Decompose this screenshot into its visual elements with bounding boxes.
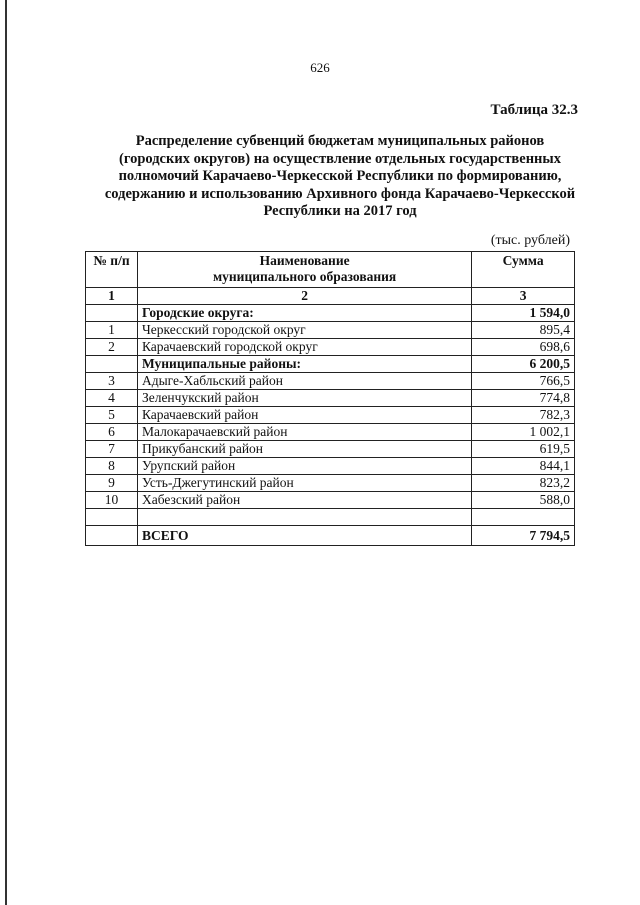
row-num <box>86 305 138 322</box>
row-sum: 895,4 <box>472 322 575 339</box>
row-sum: 698,6 <box>472 339 575 356</box>
table-label: Таблица 32.3 <box>490 102 578 118</box>
row-name: Хабезский район <box>137 492 471 509</box>
row-sum: 1 002,1 <box>472 424 575 441</box>
blank-cell <box>137 509 471 526</box>
row-name: Городские округа: <box>137 305 471 322</box>
table-row <box>86 390 575 407</box>
row-name: Карачаевский район <box>137 407 471 424</box>
row-num <box>86 356 138 373</box>
row-sum: 6 200,5 <box>472 356 575 373</box>
total-row <box>86 526 575 546</box>
row-name: Карачаевский городской округ <box>137 339 471 356</box>
row-sum: 766,5 <box>472 373 575 390</box>
row-num: 1 <box>86 322 138 339</box>
row-sum: 588,0 <box>472 492 575 509</box>
title-line: (городских округов) на осуществление отдельных государственных <box>119 150 561 167</box>
blank-cell <box>472 509 575 526</box>
row-num: 5 <box>86 407 138 424</box>
row-num: 6 <box>86 424 138 441</box>
column-index: 2 <box>137 288 471 305</box>
header-sum: Сумма <box>472 252 575 288</box>
table-row <box>86 458 575 475</box>
row-name: Малокарачаевский район <box>137 424 471 441</box>
row-num: 8 <box>86 458 138 475</box>
blank-cell <box>86 509 138 526</box>
subvention-table <box>85 251 575 546</box>
table-row <box>86 407 575 424</box>
column-index-row <box>86 288 575 305</box>
document-title <box>100 133 580 221</box>
scan-edge-line <box>5 0 7 905</box>
row-name: Адыге-Хабльский район <box>137 373 471 390</box>
header-row <box>86 252 575 288</box>
table-row <box>86 339 575 356</box>
page-number: 626 <box>310 60 330 75</box>
total-num-cell <box>86 526 138 546</box>
group-row <box>86 305 575 322</box>
header-name-line1: Наименование <box>259 253 350 268</box>
row-sum: 1 594,0 <box>472 305 575 322</box>
units-label: (тыс. рублей) <box>490 233 570 248</box>
table-row <box>86 492 575 509</box>
row-name: Муниципальные районы: <box>137 356 471 373</box>
row-num: 2 <box>86 339 138 356</box>
column-index: 1 <box>86 288 138 305</box>
table-row <box>86 322 575 339</box>
row-sum: 774,8 <box>472 390 575 407</box>
table-row <box>86 475 575 492</box>
row-name: Усть-Джегутинский район <box>137 475 471 492</box>
header-name <box>137 252 471 288</box>
total-label: ВСЕГО <box>137 526 471 546</box>
row-name: Урупский район <box>137 458 471 475</box>
header-name-line2: муниципального образования <box>212 269 397 284</box>
row-name: Черкесский городской округ <box>137 322 471 339</box>
row-num: 3 <box>86 373 138 390</box>
row-name: Зеленчукский район <box>137 390 471 407</box>
title-line: содержанию и использованию Архивного фонда Карачаево-Черкесской <box>104 185 576 202</box>
title-line: Распределение субвенций бюджетам муниципальных районов <box>135 133 545 149</box>
row-sum: 823,2 <box>472 475 575 492</box>
row-num: 4 <box>86 390 138 407</box>
table-row <box>86 441 575 458</box>
table-row <box>86 424 575 441</box>
title-line: полномочий Карачаево-Черкесской Республики по формированию, <box>118 168 562 184</box>
row-sum: 782,3 <box>472 407 575 424</box>
row-num: 10 <box>86 492 138 509</box>
total-sum: 7 794,5 <box>472 526 575 546</box>
title-line: Республики на 2017 год <box>263 203 417 219</box>
row-num: 7 <box>86 441 138 458</box>
column-index: 3 <box>472 288 575 305</box>
blank-row <box>86 509 575 526</box>
row-sum: 619,5 <box>472 441 575 458</box>
group-row <box>86 356 575 373</box>
header-num: № п/п <box>86 252 138 288</box>
row-sum: 844,1 <box>472 458 575 475</box>
table-row <box>86 373 575 390</box>
row-num: 9 <box>86 475 138 492</box>
row-name: Прикубанский район <box>137 441 471 458</box>
